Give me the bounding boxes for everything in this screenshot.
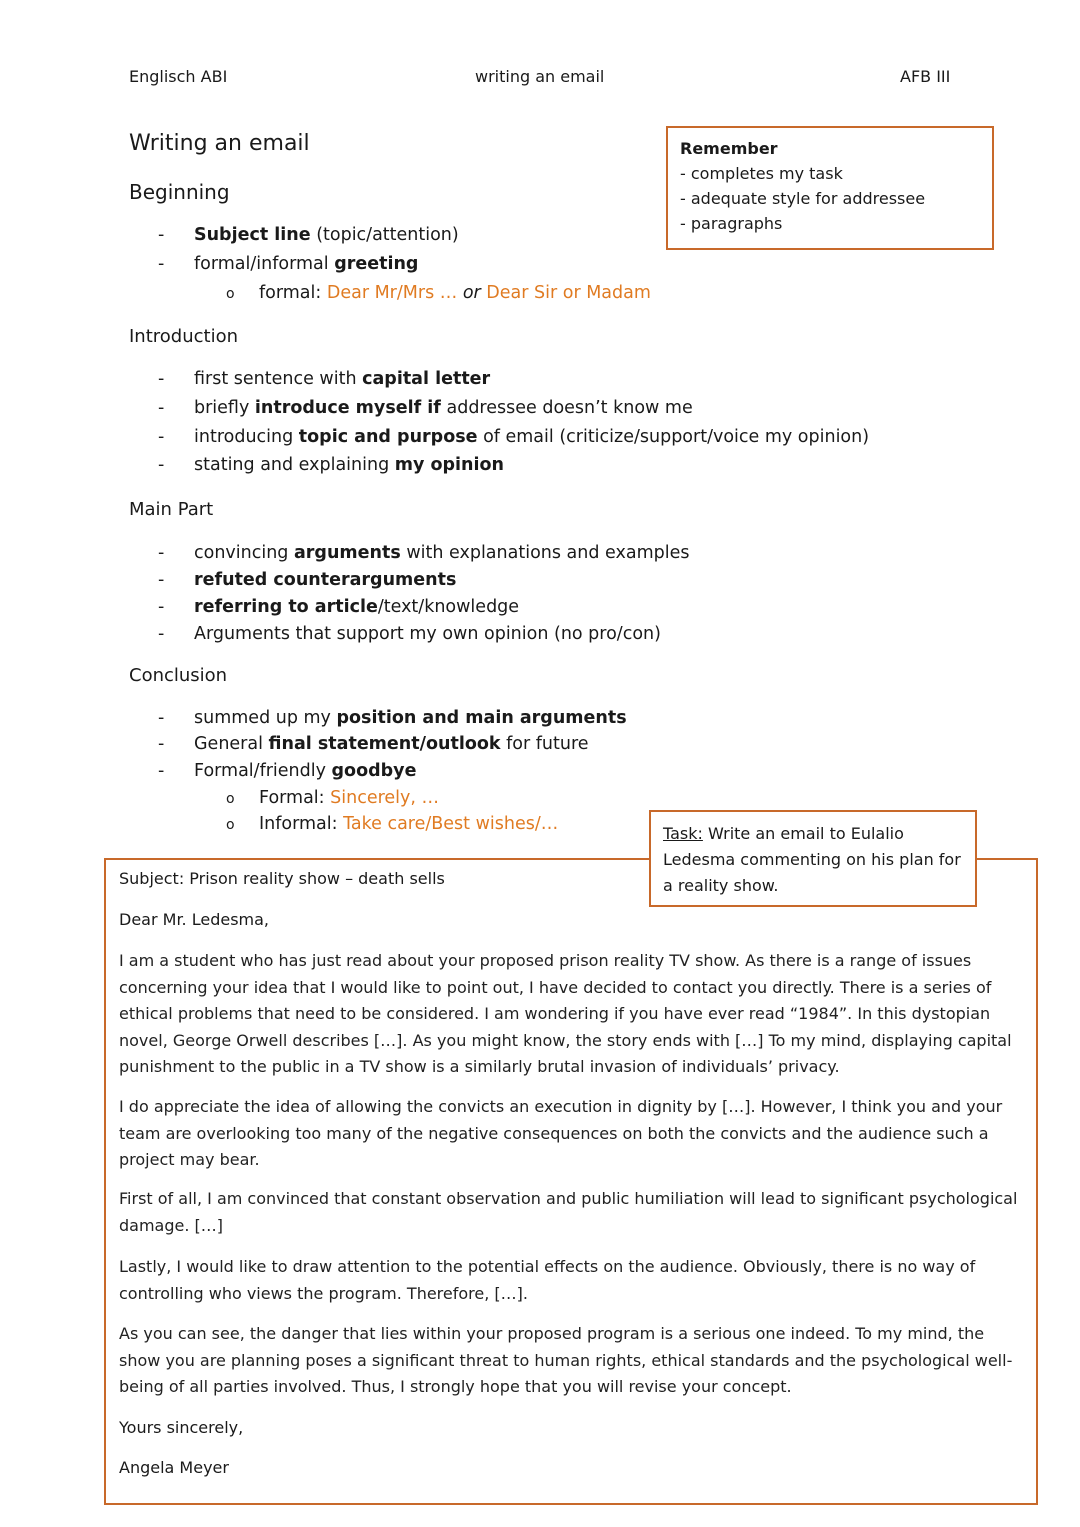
remember-title: Remember <box>680 139 778 158</box>
email-salutation: Dear Mr. Ledesma, <box>119 910 270 929</box>
bullet-dash: - <box>158 398 165 418</box>
email-paragraph: As you can see, the danger that lies within your proposed program is a serious one indeed. To my mind, the show you are planning poses a significant threat to human rights, ethical standards and the psychological well-being of all parties involved. Thus, I strongly hope that you will revise your concept. <box>119 1324 1013 1396</box>
email-paragraph: I am a student who has just read about your proposed prison reality TV show. As there is a range of issues concerning your idea that I would like to point out, I have decided to contact you directly. There is a series of ethical problems that need to be considered. I am wondering if you have ever read “1984”. In this dystopian novel, George Orwell describes […]. As you might know, the story ends with […] To my mind, displaying capital punishment to the public in a TV show is a similarly brutal invasion of individuals’ privacy. <box>119 951 1012 1076</box>
email-paragraph: I do appreciate the idea of allowing the convicts an execution in dignity by […]. However, I think you and your team are overlooking too many of the negative consequences on both the convicts and the audience such a project may bear. <box>119 1097 1003 1169</box>
list-item: Subject line (topic/attention) <box>194 225 459 245</box>
bullet-dash: - <box>158 225 165 245</box>
bullet-dash: - <box>158 570 165 590</box>
remember-item: - completes my task <box>680 164 843 183</box>
bullet-dash: - <box>158 369 165 389</box>
section-heading-conclusion: Conclusion <box>129 665 228 686</box>
list-item: refuted counterarguments <box>194 570 457 590</box>
bullet-dash: - <box>158 708 165 728</box>
section-heading-beginning: Beginning <box>129 180 230 204</box>
bullet-dash: - <box>158 624 165 644</box>
sub-list-item: formal: Dear Mr/Mrs … or Dear Sir or Madam <box>259 283 651 303</box>
email-subject: Subject: Prison reality show – death sells <box>119 869 445 888</box>
list-item: convincing arguments with explanations and examples <box>194 543 690 563</box>
list-item: Formal/friendly goodbye <box>194 761 417 781</box>
email-paragraph: First of all, I am convinced that constant observation and public humiliation will lead to significant psychological damage. […] <box>119 1189 1018 1235</box>
list-item: stating and explaining my opinion <box>194 455 504 475</box>
list-item: formal/informal greeting <box>194 254 419 274</box>
page-title: Writing an email <box>129 131 310 156</box>
task-text: Task: Write an email to Eulalio Ledesma commenting on his plan for a reality show. <box>663 824 961 895</box>
remember-item: - adequate style for addressee <box>680 189 926 208</box>
remember-item: - paragraphs <box>680 214 783 233</box>
list-item: Arguments that support my own opinion (no pro/con) <box>194 624 661 644</box>
sub-list-item: Formal: Sincerely, … <box>259 788 440 808</box>
sub-list-item: Informal: Take care/Best wishes/… <box>259 814 559 834</box>
bullet-dash: - <box>158 455 165 475</box>
header-left: Englisch ABI <box>129 67 228 86</box>
bullet-dash: - <box>158 761 165 781</box>
remember-box <box>666 126 994 250</box>
bullet-circle: o <box>226 817 235 833</box>
email-signature: Angela Meyer <box>119 1458 229 1477</box>
bullet-dash: - <box>158 427 165 447</box>
email-closing: Yours sincerely, <box>119 1418 244 1437</box>
bullet-dash: - <box>158 254 165 274</box>
header-right: AFB III <box>900 67 951 86</box>
list-item: summed up my position and main arguments <box>194 708 627 728</box>
list-item: referring to article/text/knowledge <box>194 597 520 617</box>
list-item: General final statement/outlook for future <box>194 734 589 754</box>
email-paragraph: Lastly, I would like to draw attention to the potential effects on the audience. Obviously, there is no way of controlling who views the program. Therefore, […]. <box>119 1257 976 1303</box>
list-item: introducing topic and purpose of email (criticize/support/voice my opinion) <box>194 427 870 447</box>
section-heading-introduction: Introduction <box>129 326 239 347</box>
bullet-dash: - <box>158 597 165 617</box>
bullet-dash: - <box>158 543 165 563</box>
list-item: first sentence with capital letter <box>194 369 491 389</box>
section-heading-main-part: Main Part <box>129 499 214 520</box>
bullet-circle: o <box>226 791 235 807</box>
list-item: briefly introduce myself if addressee doesn’t know me <box>194 398 693 418</box>
bullet-circle: o <box>226 286 235 302</box>
task-box <box>649 810 977 907</box>
bullet-dash: - <box>158 734 165 754</box>
header-center: writing an email <box>475 67 605 86</box>
